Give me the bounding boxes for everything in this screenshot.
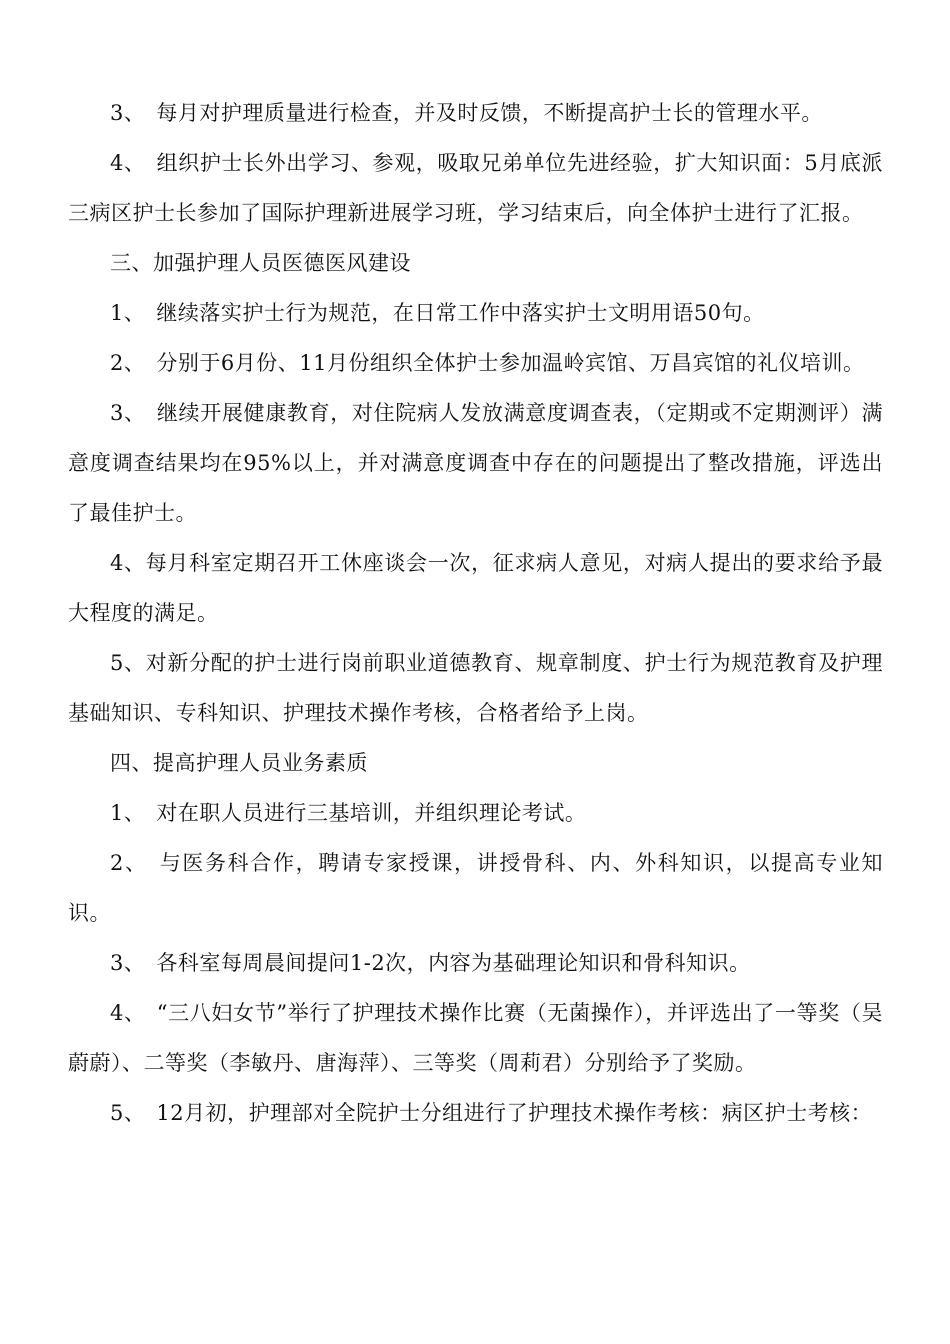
paragraph-patient-forum: 4、每月科室定期召开工休座谈会一次，征求病人意见，对病人提出的要求给予最大程度的满足。 [68,551,883,625]
document-body [68,88,883,1138]
paragraph-new-nurse-training: 5、对新分配的护士进行岗前职业道德教育、规章制度、护士行为规范教育及护理基础知识、专科知识、护理技术操作考核，合格者给予上岗。 [68,651,883,725]
paragraph-head-nurse-study: 4、 组织护士长外出学习、参观，吸取兄弟单位先进经验，扩大知识面：5月底派三病区护士长参加了国际护理新进展学习班，学习结束后，向全体护士进行了汇报。 [68,151,883,225]
paragraph-etiquette-training: 2、 分别于6月份、11月份组织全体护士参加温岭宾馆、万昌宾馆的礼仪培训。 [110,351,865,375]
paragraph-morning-questions: 3、 各科室每周晨间提问1-2次，内容为基础理论知识和骨科知识。 [110,951,751,975]
paragraph-health-education: 3、 继续开展健康教育，对住院病人发放满意度调查表，（定期或不定期测评）满意度调查结果均在95%以上，并对满意度调查中存在的问题提出了整改措施，评选出了最佳护士。 [68,401,883,525]
paragraph-skill-assessment: 5、 12月初，护理部对全院护士分组进行了护理技术操作考核：病区护士考核： [110,1101,873,1125]
paragraph-expert-lectures: 2、 与医务科合作，聘请专家授课，讲授骨科、内、外科知识，以提高专业知识。 [68,851,883,925]
section-heading-ethics: 三、加强护理人员医德医风建设 [110,251,411,275]
paragraph-quality-check: 3、 每月对护理质量进行检查，并及时反馈，不断提高护士长的管理水平。 [110,101,823,125]
paragraph-basic-training: 1、 对在职人员进行三基培训，并组织理论考试。 [110,801,587,825]
paragraph-behavior-norms: 1、 继续落实护士行为规范，在日常工作中落实护士文明用语50句。 [110,301,765,325]
section-heading-quality: 四、提高护理人员业务素质 [110,751,368,775]
paragraph-competition: 4、 “三八妇女节”举行了护理技术操作比赛（无菌操作），并评选出了一等奖（吴蔚蔚）、二等奖（李敏丹、唐海萍）、三等奖（周莉君）分别给予了奖励。 [68,1001,883,1075]
